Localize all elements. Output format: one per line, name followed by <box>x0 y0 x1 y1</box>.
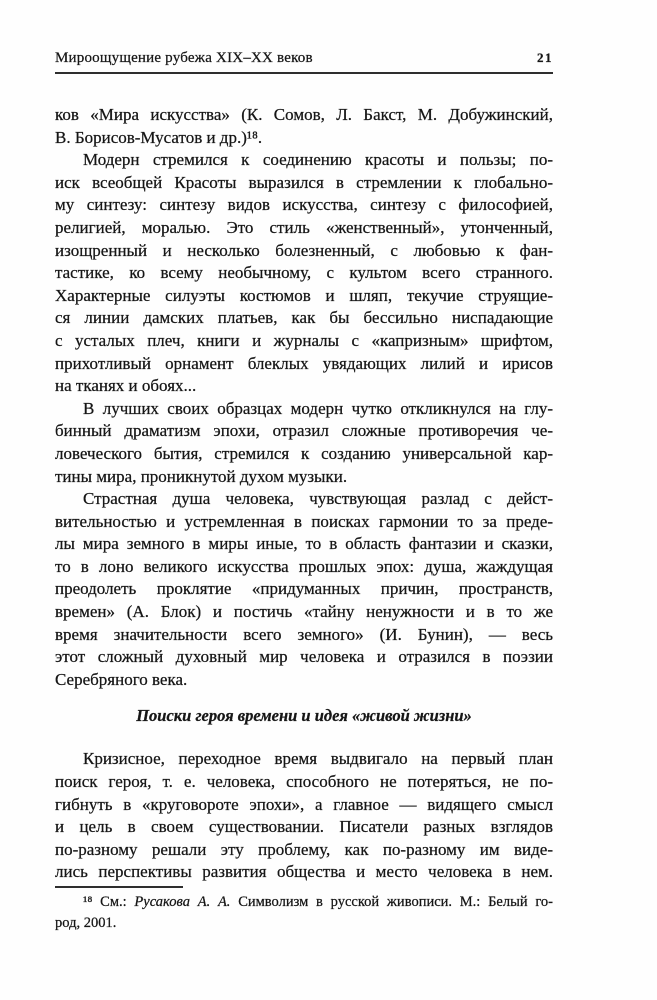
text-line: тины мира, проникнутой духом музыки. <box>55 466 348 486</box>
text-line: этот сложный духовный мир человека и отразился в поэзии <box>55 647 553 667</box>
page-number: 21 <box>537 50 553 65</box>
footnote-lines <box>55 892 553 934</box>
running-title: Мироощущение рубежа XIX–XX веков <box>55 50 313 66</box>
text-line: ловеческого бытия, стремился к созданию универсальной кар- <box>55 443 553 463</box>
text-line: иск всеобщей Красоты выразился в стремлении к глобально- <box>55 172 553 192</box>
text-line: вительностью и устремленная в поисках гармонии то за преде- <box>55 511 553 531</box>
text-line: тастике, ко всему необычному, с культом всего странного. <box>55 263 553 283</box>
text-line: прихотливый орнамент блеклых увядающих лилий и ирисов <box>55 353 553 373</box>
text-line: лы мира земного в миры иные, то в область фантазии и сказки, <box>55 534 553 554</box>
text-line: В лучших своих образцах модерн чутко откликнулся на глу- <box>83 398 553 418</box>
text-line: Кризисное, переходное время выдвигало на первый план <box>83 749 553 769</box>
text-line: то в лоно великого искусства прошлых эпох: душа, жаждущая <box>55 556 553 576</box>
text-line: и цель в своем существовании. Писатели разных взглядов <box>55 817 553 837</box>
text-line: по-разному решали эту проблему, как по-разному им виде- <box>55 839 553 859</box>
body-text <box>55 104 553 884</box>
text-line: религией, моралью. Это стиль «женственный», утонченный, <box>55 217 553 237</box>
text-line: гибнуть в «круговороте эпохи», а главное — видящего смысл <box>55 794 553 814</box>
text-line: с усталых плеч, книги и журналы с «капризным» шрифтом, <box>55 330 553 350</box>
text-line: лись перспективы развития общества и место человека в нем. <box>55 862 553 882</box>
text-line: время значительности всего земного» (И. Бунин), — весь <box>55 624 553 644</box>
paragraph <box>55 748 553 884</box>
text-line: ся линии дамских платьев, как бы бессильно ниспадающие <box>55 308 553 328</box>
paragraph <box>55 488 553 691</box>
text-line: поиск героя, т. е. человека, способного не потеряться, не по- <box>55 772 553 792</box>
text-line: преодолеть проклятие «придуманных причин, пространств, <box>55 579 553 599</box>
text-line: Серебряного века. <box>55 669 188 689</box>
footnote-line <box>55 913 553 934</box>
paragraph <box>55 398 553 488</box>
running-head <box>55 50 553 70</box>
page-content <box>55 0 553 934</box>
paragraph <box>55 104 553 149</box>
paragraph <box>55 149 553 398</box>
text-line: бинный драматизм эпохи, отразил сложные противоречия че- <box>55 421 553 441</box>
text-line: ков «Мира искусства» (К. Сомов, Л. Бакст, М. Добужинский, <box>55 105 553 124</box>
text-line: времен» (А. Блок) и постичь «тайну ненужности и в то же <box>55 602 553 622</box>
footnote-text: ¹⁸ См.: <box>83 894 135 910</box>
text-line: В. Борисов-Мусатов и др.)¹⁸. <box>55 127 263 147</box>
footnote <box>55 886 553 934</box>
footnote-text: род, 2001. <box>55 915 117 931</box>
footnote-line <box>55 892 553 913</box>
footnote-author-italic: Русакова А. А. <box>134 894 231 910</box>
text-line: Характерные силуэты костюмов и шляп, текучие струящие- <box>55 285 553 305</box>
text-line: Страстная душа человека, чувствующая разлад с дейст- <box>83 489 553 509</box>
text-line: му синтезу: синтезу видов искусства, синтезу с философией, <box>55 195 553 215</box>
header-rule <box>55 72 553 74</box>
section-heading: Поиски героя времени и идея «живой жизни» <box>136 706 472 726</box>
text-line: изощренный и несколько болезненный, с любовью к фан- <box>55 240 553 260</box>
text-line: на тканях и обоях... <box>55 376 197 396</box>
footnote-text: Символизм в русской живописи. М.: Белый го- <box>230 894 554 910</box>
footnote-rule <box>55 886 183 888</box>
text-line: Модерн стремился к соединению красоты и пользы; по- <box>83 150 553 170</box>
